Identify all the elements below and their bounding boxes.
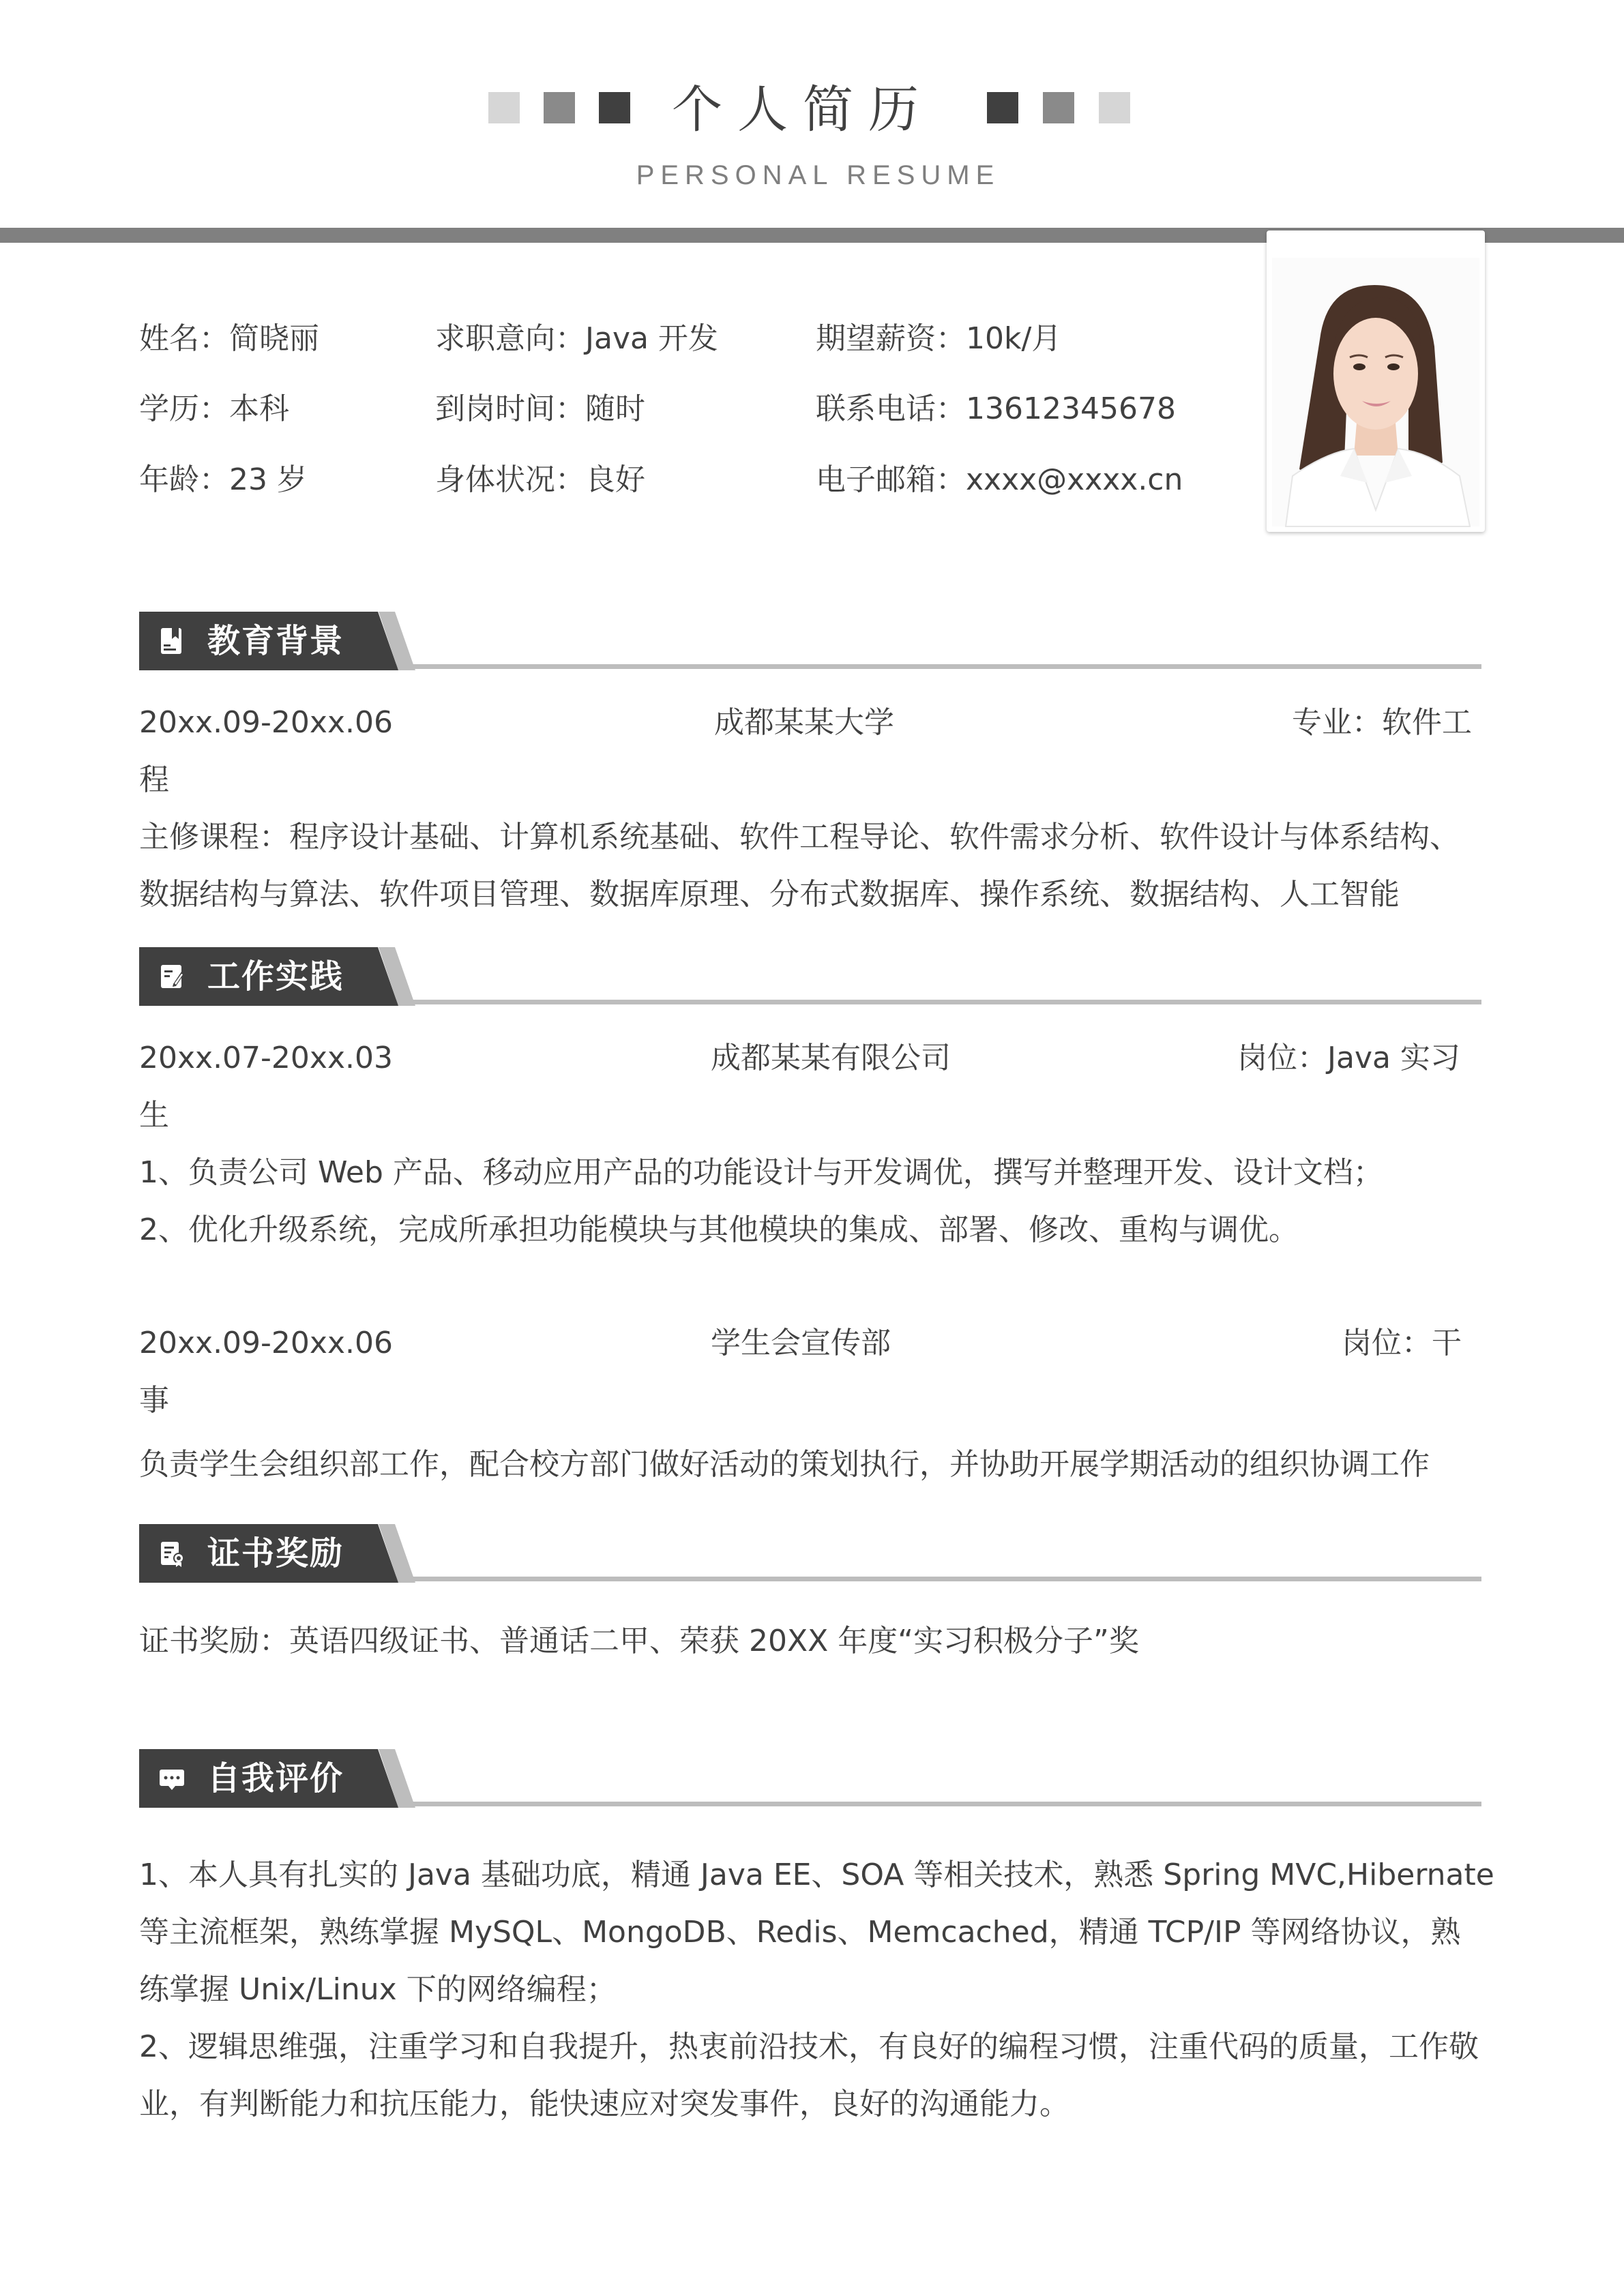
job-detail-clipped (139, 1429, 1481, 1482)
info-job-intention (435, 318, 718, 359)
info-value: xxxx@xxxx.cn (966, 462, 1183, 497)
info-label: 电子邮箱： (816, 462, 966, 497)
decor-square-mid-right (1043, 92, 1074, 123)
info-value: 随时 (585, 391, 645, 426)
edit-note-icon (158, 962, 186, 991)
job-role: 岗位：干 (1342, 1326, 1462, 1360)
section-header-awards (139, 1524, 1481, 1583)
job-detail: 1、负责公司 Web 产品、移动应用产品的功能设计与开发调优，撰写并整理开发、设计文档； (139, 1155, 1383, 1190)
info-value: Java 开发 (585, 321, 718, 356)
education-content (139, 694, 1481, 912)
section-header-education (139, 612, 1481, 670)
info-label: 年龄： (139, 462, 229, 497)
info-value: 13612345678 (966, 391, 1176, 426)
self-eval-line: 业，有判断能力和抗压能力，能快速应对突发事件，良好的沟通能力。 (139, 2087, 1069, 2121)
info-value: 10k/月 (966, 321, 1062, 356)
job-org: 学生会宣传部 (711, 1326, 891, 1360)
info-value: 23 岁 (229, 462, 307, 497)
portrait-image (1272, 258, 1479, 526)
page-subtitle: PERSONAL RESUME (636, 160, 1001, 190)
education-major: 专业：软件工 (1292, 705, 1472, 740)
info-label: 学历： (139, 391, 229, 426)
job-role-wrap: 生 (139, 1098, 169, 1133)
info-education (139, 389, 289, 430)
info-label: 姓名： (139, 321, 229, 356)
section-header-work (139, 947, 1481, 1006)
job-period: 20xx.07-20xx.03 (139, 1041, 393, 1075)
page-title: 个人简历 (672, 80, 934, 139)
job-row (139, 1030, 1481, 1087)
info-age (139, 460, 307, 501)
section-underline (392, 664, 1481, 669)
work-content (139, 1030, 1481, 1259)
awards-text: 证书奖励：英语四级证书、普通话二甲、荣获 20XX 年度“实习积极分子”奖 (139, 1624, 1139, 1658)
education-school: 成都某某大学 (714, 705, 894, 740)
job-period: 20xx.09-20xx.06 (139, 1326, 393, 1360)
job-role-wrap: 事 (139, 1383, 169, 1418)
self-eval-line: 2、逻辑思维强，注重学习和自我提升，热衷前沿技术，有良好的编程习惯，注重代码的质量，工作敬 (139, 2029, 1479, 2064)
work-content-2 (139, 1315, 1481, 1482)
info-availability (435, 389, 645, 430)
info-label: 求职意向： (435, 321, 585, 356)
resume-title-row (0, 68, 1624, 150)
education-period: 20xx.09-20xx.06 (139, 705, 393, 740)
chat-bubble-icon (158, 1764, 186, 1793)
info-value: 本科 (229, 391, 289, 426)
section-title: 自我评价 (207, 1759, 344, 1798)
self-eval-line: 练掌握 Unix/Linux 下的网络编程； (139, 1972, 617, 2007)
self-evaluation-content (139, 1847, 1494, 2133)
job-row (139, 1315, 1481, 1372)
section-title: 教育背景 (207, 622, 344, 660)
section-title: 证书奖励 (207, 1534, 344, 1572)
info-health (435, 460, 645, 501)
job-company: 成都某某有限公司 (711, 1041, 951, 1075)
self-eval-line: 1、本人具有扎实的 Java 基础功底，精通 Java EE、SOA 等相关技术，熟悉 Spring MVC,Hibernate (139, 1858, 1494, 1892)
self-eval-line: 等主流框架，熟练掌握 MySQL、MongoDB、Redis、Memcached，精通 TCP/IP 等网络协议，熟 (139, 1915, 1461, 1950)
section-underline (392, 1577, 1481, 1581)
section-header-self-evaluation (139, 1749, 1481, 1808)
info-expected-salary (816, 318, 1061, 359)
decor-square-light-left (488, 92, 520, 123)
education-courses: 主修课程：程序设计基础、计算机系统基础、软件工程导论、软件需求分析、软件设计与体系结构、 (139, 820, 1460, 854)
info-label: 身体状况： (435, 462, 585, 497)
awards-content (139, 1613, 1481, 1670)
info-label: 联系电话： (816, 391, 966, 426)
job-detail: 2、优化升级系统，完成所承担功能模块与其他模块的集成、部署、修改、重构与调优。 (139, 1212, 1299, 1247)
education-courses-continued: 数据结构与算法、软件项目管理、数据库原理、分布式数据库、操作系统、数据结构、人工智能 (139, 877, 1400, 912)
decor-square-dark-left (599, 92, 630, 123)
education-courses-clipped (139, 866, 1481, 912)
education-row (139, 694, 1481, 751)
info-label: 期望薪资： (816, 321, 966, 356)
section-underline (392, 1802, 1481, 1806)
decor-square-light-right (1099, 92, 1130, 123)
section-title: 工作实践 (207, 957, 344, 996)
info-value: 简晓丽 (229, 321, 319, 356)
education-major-wrap: 程 (139, 762, 169, 797)
info-phone (816, 389, 1176, 430)
decor-square-dark-right (987, 92, 1018, 123)
bookmark-book-icon (158, 627, 186, 655)
job-detail: 负责学生会组织部工作，配合校方部门做好活动的策划执行，并协助开展学期活动的组织协调工作 (139, 1447, 1430, 1482)
info-label: 到岗时间： (435, 391, 585, 426)
section-underline (392, 1000, 1481, 1004)
profile-photo (1267, 230, 1485, 532)
info-email (816, 460, 1183, 501)
certificate-icon (158, 1539, 186, 1568)
job-role: 岗位：Java 实习 (1237, 1041, 1460, 1075)
info-value: 良好 (585, 462, 645, 497)
decor-square-mid-left (544, 92, 575, 123)
info-name (139, 318, 319, 359)
